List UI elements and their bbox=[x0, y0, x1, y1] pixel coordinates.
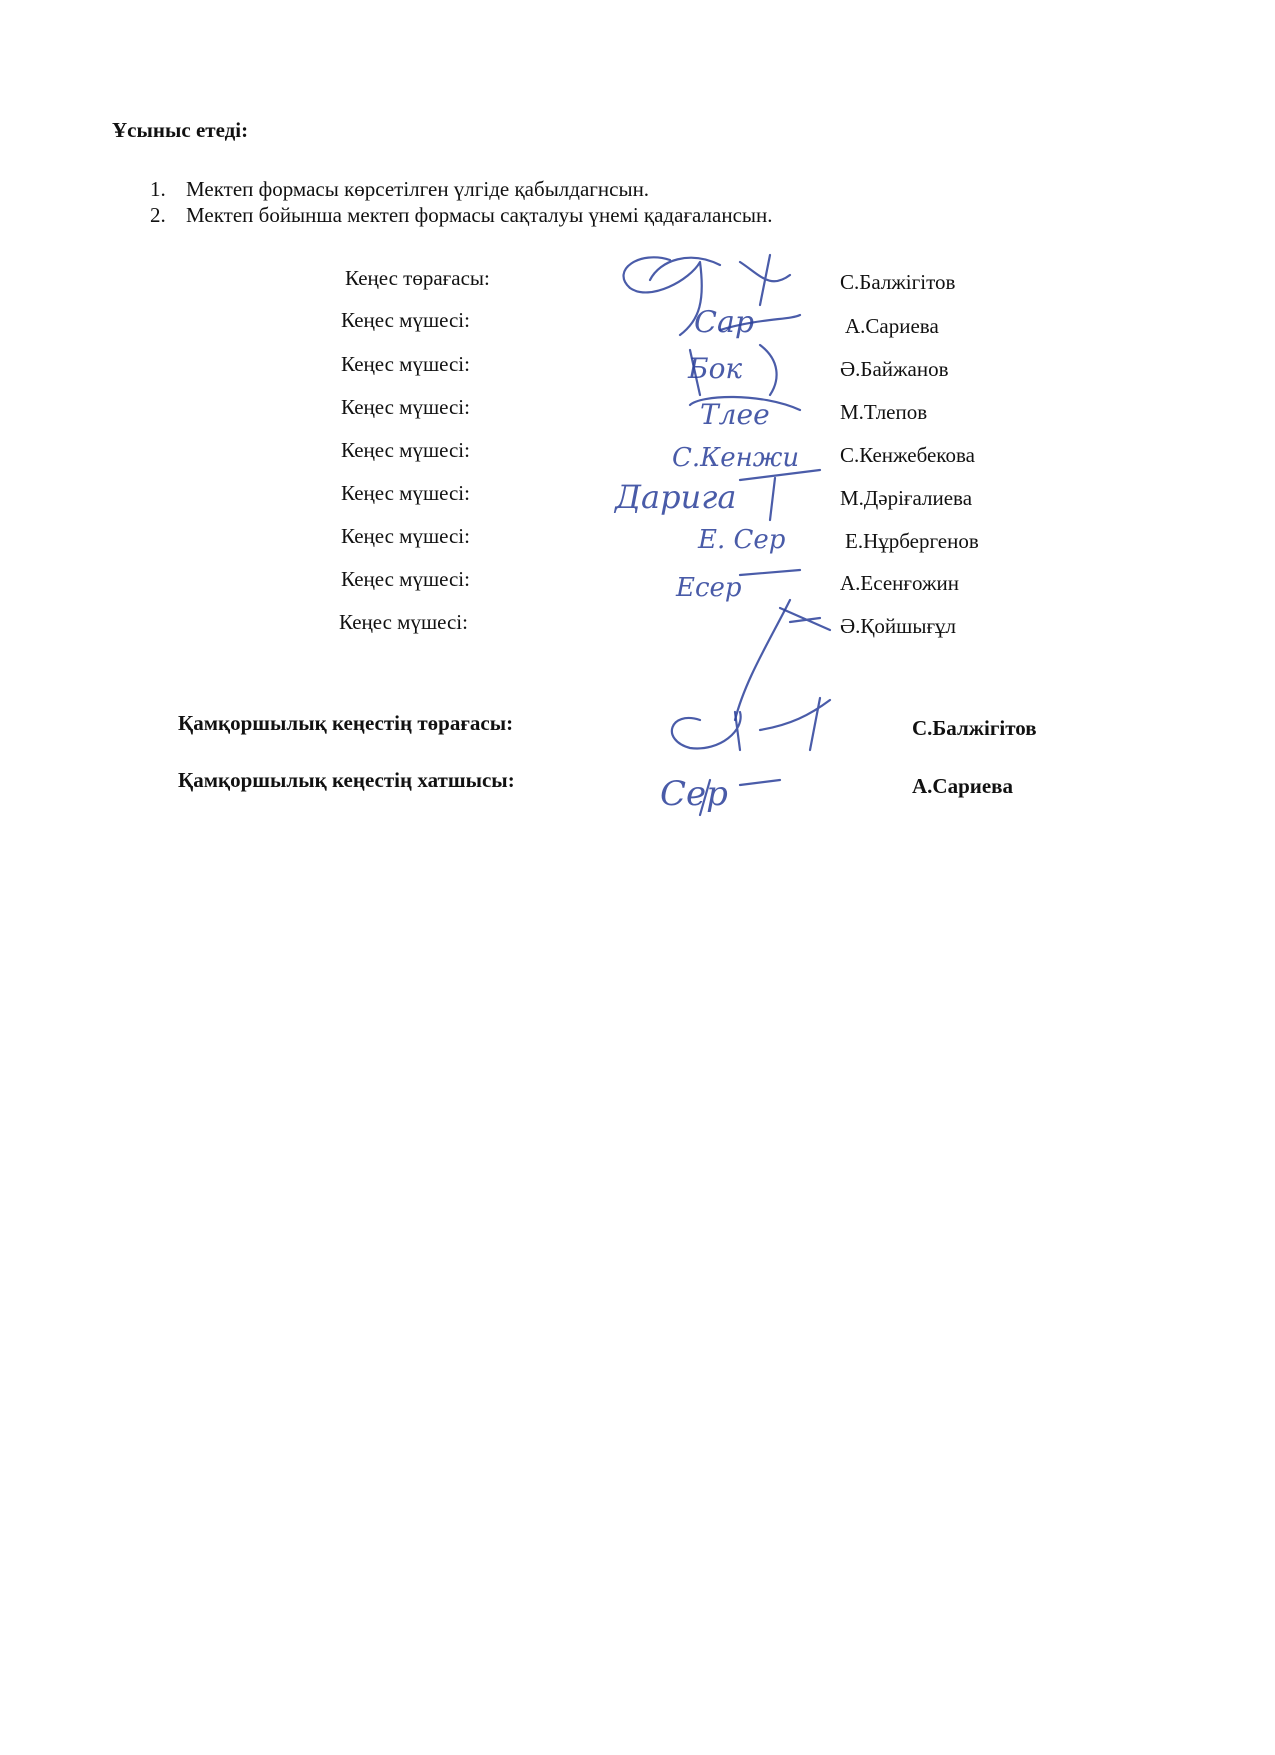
recommendation-item bbox=[150, 202, 773, 228]
board-secretary-role: Қамқоршылық кеңестің хатшысы: bbox=[178, 768, 515, 792]
recommendation-text: Мектеп бойынша мектеп формасы сақталуы үнемі қадағалансын. bbox=[186, 203, 773, 227]
council-member-role: Кеңес мүшесі: bbox=[341, 308, 470, 332]
recommendation-text: Мектеп формасы көрсетілген үлгіде қабылдагнсын. bbox=[186, 177, 650, 201]
signature-kenzhebekova: С.Кенжи bbox=[672, 443, 800, 473]
recommendation-number: 1. bbox=[150, 177, 166, 201]
signature-tlepov: Тлее bbox=[700, 398, 770, 431]
council-member-role: Кеңес мүшесі: bbox=[341, 567, 470, 591]
recommendation-list bbox=[150, 176, 773, 228]
signature-baizhanov: Бок bbox=[688, 352, 743, 385]
signature-darigalieva: Дарига bbox=[615, 478, 737, 516]
council-member-name: С.Кенжебекова bbox=[840, 443, 975, 467]
council-member-name: Ә.Қойшығұл bbox=[840, 614, 957, 638]
recommendation-item bbox=[150, 176, 773, 202]
signature-sariyeva: Сар bbox=[694, 305, 755, 340]
board-secretary-name: А.Сариева bbox=[912, 774, 1014, 798]
council-member-name: М.Тлепов bbox=[840, 400, 928, 424]
council-member-role: Кеңес мүшесі: bbox=[341, 481, 470, 505]
council-member-name: А.Есенғожин bbox=[840, 571, 959, 595]
council-member-name: Е.Нұрбергенов bbox=[845, 529, 979, 553]
signature-board-secretary: Сер bbox=[660, 774, 728, 814]
signature-chair bbox=[624, 255, 790, 335]
signature-esengozhin: Есер bbox=[676, 573, 742, 603]
council-member-name: М.Дәріғалиева bbox=[840, 486, 973, 510]
council-chair-role: Кеңес төрағасы: bbox=[345, 266, 490, 290]
council-chair-name: С.Балжігітов bbox=[840, 270, 956, 294]
signature-board-chair bbox=[672, 698, 830, 750]
council-member-name: А.Сариева bbox=[845, 314, 939, 338]
council-member-role: Кеңес мүшесі: bbox=[341, 438, 470, 462]
council-member-name: Ә.Байжанов bbox=[840, 357, 949, 381]
council-member-role: Кеңес мүшесі: bbox=[339, 610, 468, 634]
board-chair-name: С.Балжігітов bbox=[912, 716, 1037, 740]
council-member-role: Кеңес мүшесі: bbox=[341, 352, 470, 376]
council-member-role: Кеңес мүшесі: bbox=[341, 524, 470, 548]
council-member-role: Кеңес мүшесі: bbox=[341, 395, 470, 419]
recommendation-number: 2. bbox=[150, 203, 166, 227]
signature-nurbergenov: Е. Сер bbox=[698, 525, 786, 555]
recommendation-heading: Ұсыныс етеді: bbox=[112, 118, 249, 142]
board-chair-role: Қамқоршылық кеңестің төрағасы: bbox=[178, 711, 514, 735]
